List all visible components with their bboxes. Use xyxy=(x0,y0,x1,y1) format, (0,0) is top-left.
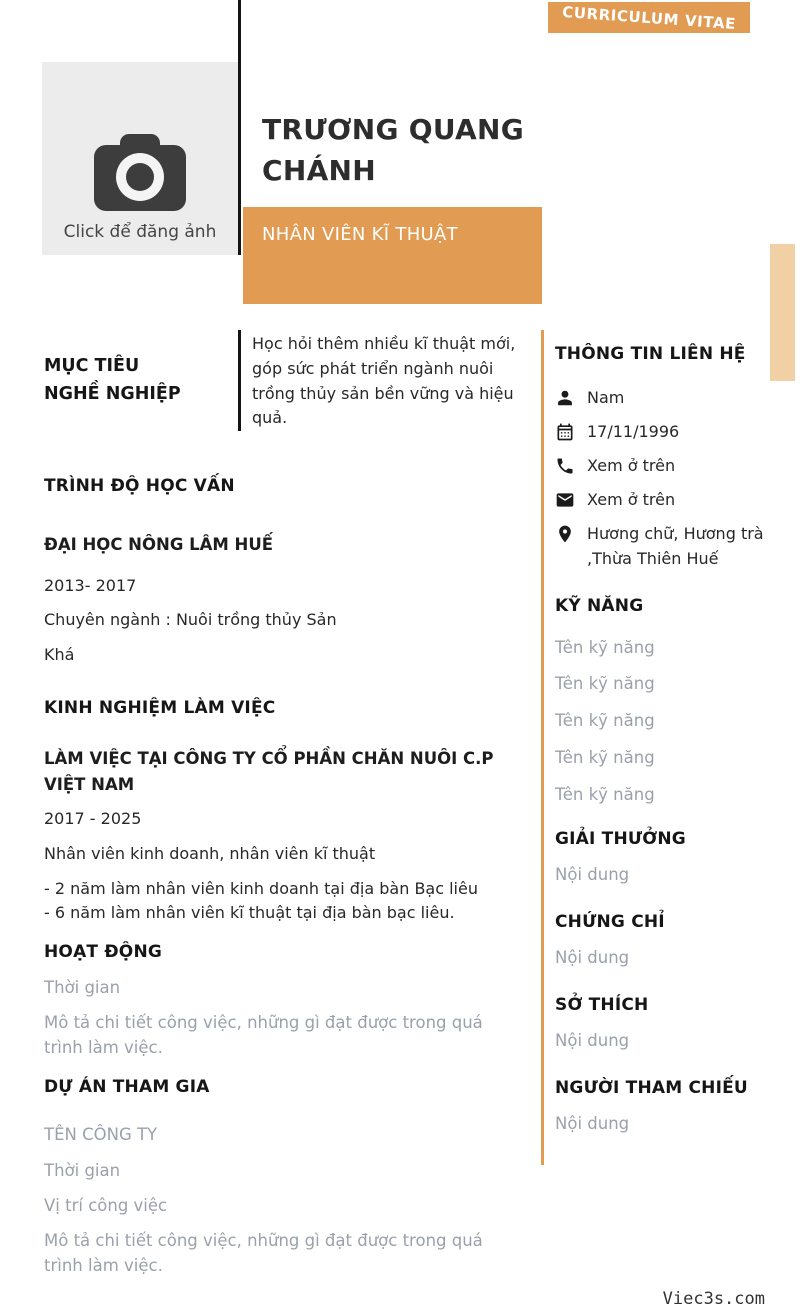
photo-upload-box[interactable] xyxy=(42,62,238,255)
phone-icon xyxy=(555,456,575,476)
awards-title: GIẢI THƯỞNG xyxy=(555,829,686,850)
cv-badge-label: CURRICULUM VITAE xyxy=(561,2,737,33)
contact-gender: Nam xyxy=(587,388,625,407)
contact-item-email xyxy=(555,488,795,513)
experience-detail-line: - 6 năm làm nhân viên kĩ thuật tại địa bàn bạc liêu. xyxy=(44,903,455,923)
hobbies-field[interactable]: Nội dung xyxy=(555,1030,630,1050)
education-school: ĐẠI HỌC NÔNG LÂM HUẾ xyxy=(44,535,274,554)
awards-field[interactable]: Nội dung xyxy=(555,865,630,885)
contact-item-gender xyxy=(555,386,795,411)
references-title: NGƯỜI THAM CHIẾU xyxy=(555,1077,748,1098)
objective-text: Học hỏi thêm nhiều kĩ thuật mới, góp sức phát triển ngành nuôi trồng thủy sản bền vững và hiệu quả. xyxy=(252,334,516,428)
project-company-field[interactable]: TÊN CÔNG TY xyxy=(44,1124,158,1144)
contact-list xyxy=(555,386,795,572)
person-icon xyxy=(555,388,575,408)
skills-title: KỸ NĂNG xyxy=(555,595,644,616)
main-column xyxy=(44,462,516,1278)
calendar-icon xyxy=(555,422,575,442)
location-icon xyxy=(555,524,575,544)
camera-icon xyxy=(88,132,192,216)
email-icon xyxy=(555,490,575,510)
experience-position: Nhân viên kinh doanh, nhân viên kĩ thuật xyxy=(44,843,376,863)
site-brand: Viec3s.com xyxy=(662,1289,765,1309)
certificates-field[interactable]: Nội dung xyxy=(555,948,630,968)
contact-item-phone xyxy=(555,454,795,479)
project-description-field[interactable]: Mô tả chi tiết công việc, những gì đạt được trong quá trình làm việc. xyxy=(44,1230,483,1275)
experience-period: 2017 - 2025 xyxy=(44,809,142,829)
objective-section xyxy=(44,330,516,431)
objective-title: MỤC TIÊU NGHỀ NGHIỆP xyxy=(44,356,181,404)
activities-description-field[interactable]: Mô tả chi tiết công việc, những gì đạt được trong quá trình làm việc. xyxy=(44,1013,483,1057)
activities-title: HOẠT ĐỘNG xyxy=(44,942,163,963)
references-field[interactable]: Nội dung xyxy=(555,1113,630,1133)
skill-field[interactable]: Tên kỹ năng xyxy=(555,711,655,731)
skill-field[interactable]: Tên kỹ năng xyxy=(555,784,655,804)
skill-field[interactable]: Tên kỹ năng xyxy=(555,637,655,657)
experience-title: KINH NGHIỆM LÀM VIỆC xyxy=(44,697,276,718)
job-title: NHÂN VIÊN KĨ THUẬT xyxy=(262,224,458,245)
education-grade: Khá xyxy=(44,645,75,665)
cv-badge xyxy=(548,2,750,33)
photo-upload-label: Click để đăng ảnh xyxy=(63,222,217,242)
education-major: Chuyên ngành : Nuôi trồng thủy Sản xyxy=(44,610,337,630)
skill-field[interactable]: Tên kỹ năng xyxy=(555,674,655,694)
hobbies-title: SỞ THÍCH xyxy=(555,994,649,1015)
skill-field[interactable]: Tên kỹ năng xyxy=(555,747,655,767)
header-vertical-divider xyxy=(238,0,241,255)
contact-birthday: 17/11/1996 xyxy=(587,422,680,441)
contact-item-birthday xyxy=(555,420,795,445)
project-time-field[interactable]: Thời gian xyxy=(44,1161,121,1181)
project-position-field[interactable]: Vị trí công việc xyxy=(44,1196,168,1216)
contact-item-address xyxy=(555,522,795,572)
contact-title: THÔNG TIN LIÊN HỆ xyxy=(555,344,746,364)
job-title-box xyxy=(243,207,542,304)
experience-company: LÀM VIỆC TẠI CÔNG TY CỔ PHẦN CHĂN NUÔI C.P VIỆT NAM xyxy=(44,748,494,794)
contact-phone: Xem ở trên xyxy=(587,456,676,475)
contact-address: Hương chữ, Hương trà ,Thừa Thiên Huế xyxy=(587,524,764,568)
projects-title: DỰ ÁN THAM GIA xyxy=(44,1076,210,1097)
candidate-name: TRƯƠNG QUANG CHÁNH xyxy=(262,113,525,187)
activities-time-field[interactable]: Thời gian xyxy=(44,978,121,998)
certificates-title: CHỨNG CHỈ xyxy=(555,912,665,933)
sidebar xyxy=(541,330,795,1165)
education-period: 2013- 2017 xyxy=(44,575,137,595)
experience-detail-line: - 2 năm làm nhân viên kinh doanh tại địa bàn Bạc liêu xyxy=(44,878,478,898)
contact-email: Xem ở trên xyxy=(587,490,676,509)
education-title: TRÌNH ĐỘ HỌC VẤN xyxy=(44,476,235,496)
